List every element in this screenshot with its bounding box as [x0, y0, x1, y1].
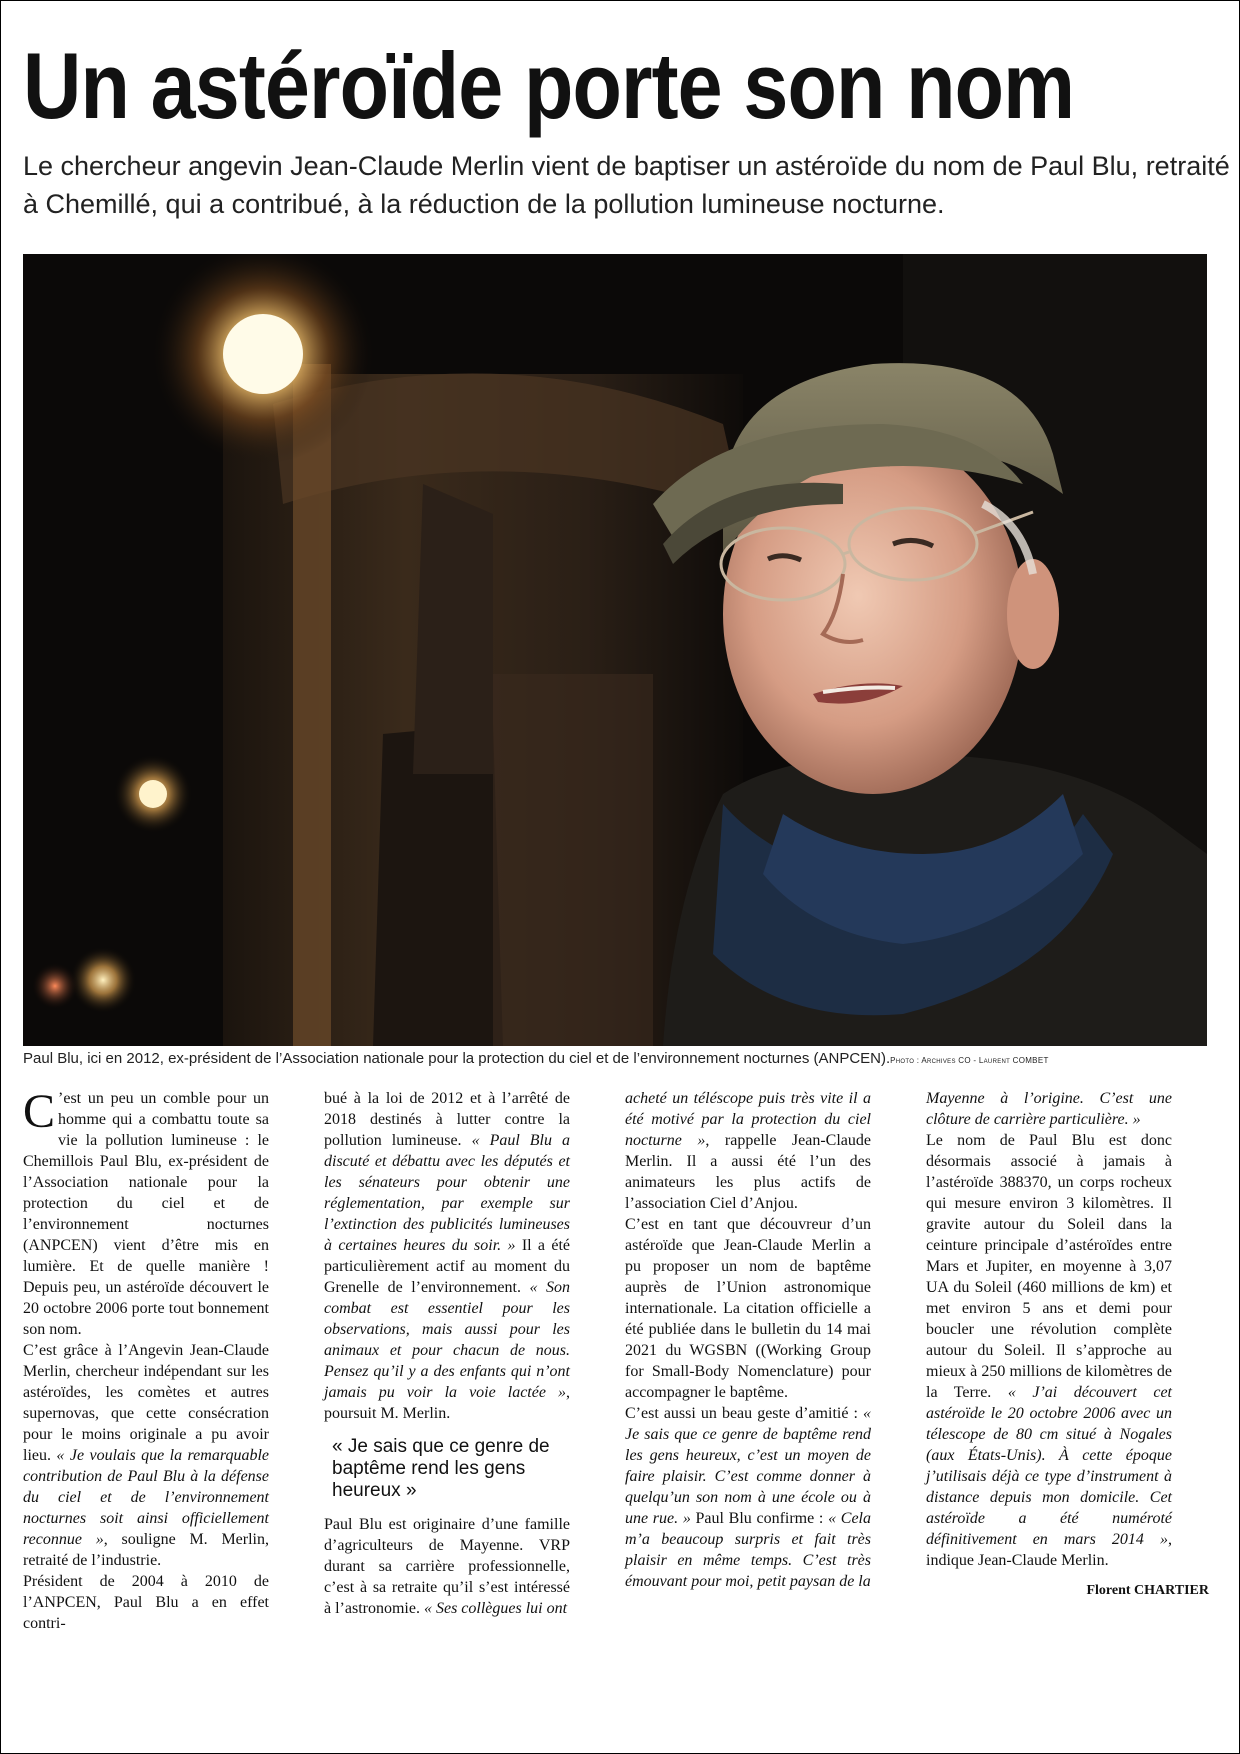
- photo-credit: Photo : Archives CO - Laurent COMBET: [890, 1056, 1049, 1065]
- caption-text: Paul Blu, ici en 2012, ex-président de l’Association nationale pour la protection du ciel et de l’environnement nocturnes (ANPCEN).: [23, 1050, 891, 1067]
- paragraph: [926, 1088, 1172, 1130]
- paragraph: [324, 1088, 570, 1424]
- paragraph-text: , souligne M. Merlin, retraité de l’industrie.: [23, 1531, 269, 1569]
- paragraph-text: Président de 2004 à 2010 de l’ANPCEN, Paul Blu a en effet contri-: [23, 1573, 269, 1632]
- paragraph: [625, 1403, 871, 1592]
- quote-text: « Ses collègues lui ont: [423, 1600, 568, 1617]
- paragraph-text: bué à la loi de 2012 et à l’arrêté de 2018 destinés à lutter contre la pollution lumineuse.: [324, 1090, 570, 1149]
- paragraph: [324, 1514, 570, 1619]
- portrait-photo-illustration: [23, 254, 1207, 1046]
- quote-text: « Paul Blu a discuté et débattu avec les députés et les sénateurs pour obtenir une réglementation, par exemple sur l’extinction des publicités lumineuses à certaines heures du soir. »: [324, 1132, 571, 1254]
- article-column-1: [23, 1085, 269, 1634]
- paragraph-text: C’est en tant que découvreur d’un astéroïde que Jean-Claude Merlin a pu proposer un nom de baptême auprès de l’Union astronomique internationale. La citation officielle a été publiée dans le bulletin du 14 mai 2021 du WGSBN ((Working Group for Small-Body Nomenclature) pour accompagner le baptême.: [625, 1216, 871, 1401]
- paragraph-text: C’est aussi un beau geste d’amitié :: [625, 1405, 863, 1422]
- paragraph: [625, 1214, 871, 1403]
- quote-text: « Cela m’a beaucoup surpris et fait très plaisir en même temps. C’est très émouvant pour moi, petit paysan de la: [625, 1510, 871, 1590]
- author-signature: Florent CHARTIER: [1086, 1583, 1209, 1598]
- paragraph: [23, 1571, 269, 1634]
- paragraph: [23, 1085, 269, 1340]
- photo-caption: [23, 1050, 1223, 1067]
- article-column-3: [625, 1088, 871, 1592]
- article-column-2: [324, 1088, 570, 1619]
- article-column-4: [926, 1088, 1172, 1571]
- paragraph-text: C’est grâce à l’Angevin Jean-Claude Merlin, chercheur indépendant sur les astéroïdes, les comètes et autres supernovas, que cette consécration pour le moins originale a pu avoir lieu.: [23, 1342, 269, 1464]
- paragraph-text: , poursuit M. Merlin.: [324, 1384, 570, 1422]
- quote-text: Mayenne à l’origine. C’est une clôture de carrière particulière. »: [926, 1090, 1172, 1128]
- paragraph: [926, 1130, 1172, 1571]
- quote-text: acheté un téléscope puis très vite il a été motivé par la protection du ciel nocturne »: [625, 1090, 871, 1149]
- paragraph-text: Il a été particulièrement actif au moment du Grenelle de l’environnement.: [324, 1237, 570, 1296]
- paragraph-text: , indique Jean-Claude Merlin.: [926, 1531, 1172, 1569]
- quote-text: « J’ai découvert cet astéroïde le 20 octobre 2006 avec un télescope de 80 cm situé à Nogales (aux États-Unis). À cette époque j’utilisais déjà ce type d’instrument à distance depuis mon domicile. Cet astéroïde a été numéroté définitivement en mars 2014 »: [926, 1384, 1172, 1548]
- article-lead: Le chercheur angevin Jean-Claude Merlin vient de baptiser un astéroïde du nom de Paul Blu, retraité à Chemillé, qui a contribué, à la réduction de la pollution lumineuse nocturne.: [23, 151, 1230, 219]
- paragraph-text: Paul Blu est originaire d’une famille d’agriculteurs de Mayenne. VRP durant sa carrière professionnelle, c’est à sa retraite qu’il s’est intéressé à l’astronomie.: [324, 1516, 570, 1617]
- paragraph: [23, 1340, 269, 1571]
- pull-quote: « Je sais que ce genre de baptême rend les gens heureux »: [332, 1436, 550, 1501]
- quote-text: « Son combat est essentiel pour les observations, mais aussi pour les animaux et pour chacun de nous. Pensez qu’il y a des enfants qui n’ont jamais pu voir la voie lactée »: [324, 1279, 571, 1401]
- article-photo: [23, 254, 1207, 1046]
- quote-text: « Je voulais que la remarquable contribution de Paul Blu à la défense du ciel et de l’environnement nocturnes soit ainsi officiellement reconnue »: [23, 1447, 269, 1548]
- article-headline: Un astéroïde porte son nom: [23, 33, 1075, 138]
- drop-cap: C: [23, 1085, 56, 1138]
- paragraph-text: ’est un peu un comble pour un homme qui a combattu toute sa vie la pollution lumineuse : le Chemillois Paul Blu, ex-président de l’Association nationale pour la protection du ciel et de l’environnement nocturnes (ANPCEN) vient d’être mis en lumière. Et de quelle manière ! Depuis peu, un astéroïde découvert le 20 octobre 2006 porte tout bonnement son nom.: [23, 1090, 269, 1338]
- paragraph: [625, 1088, 871, 1214]
- paragraph-text: Paul Blu confirme :: [690, 1510, 829, 1527]
- paragraph-text: , rappelle Jean-Claude Merlin. Il a aussi été l’un des animateurs les plus actifs de l’association Ciel d’Anjou.: [625, 1132, 872, 1212]
- quote-text: « Je sais que ce genre de baptême rend les gens heureux, c’est un moyen de faire plaisir. C’est comme donner à quelqu’un son nom à une école ou à une rue. »: [625, 1405, 871, 1527]
- paragraph-text: Le nom de Paul Blu est donc désormais associé à jamais à l’astéroïde 388370, un corps rocheux qui mesure environ 3 kilomètres. Il gravite autour du Soleil dans la ceinture principale d’astéroïdes entre Mars et Jupiter, en moyenne à 3,07 UA du Soleil (460 millions de km) et met environ 5 ans et demi pour boucler une révolution complète autour du Soleil. Il s’approche au mieux à 250 millions de kilomètres de la Terre.: [926, 1132, 1172, 1401]
